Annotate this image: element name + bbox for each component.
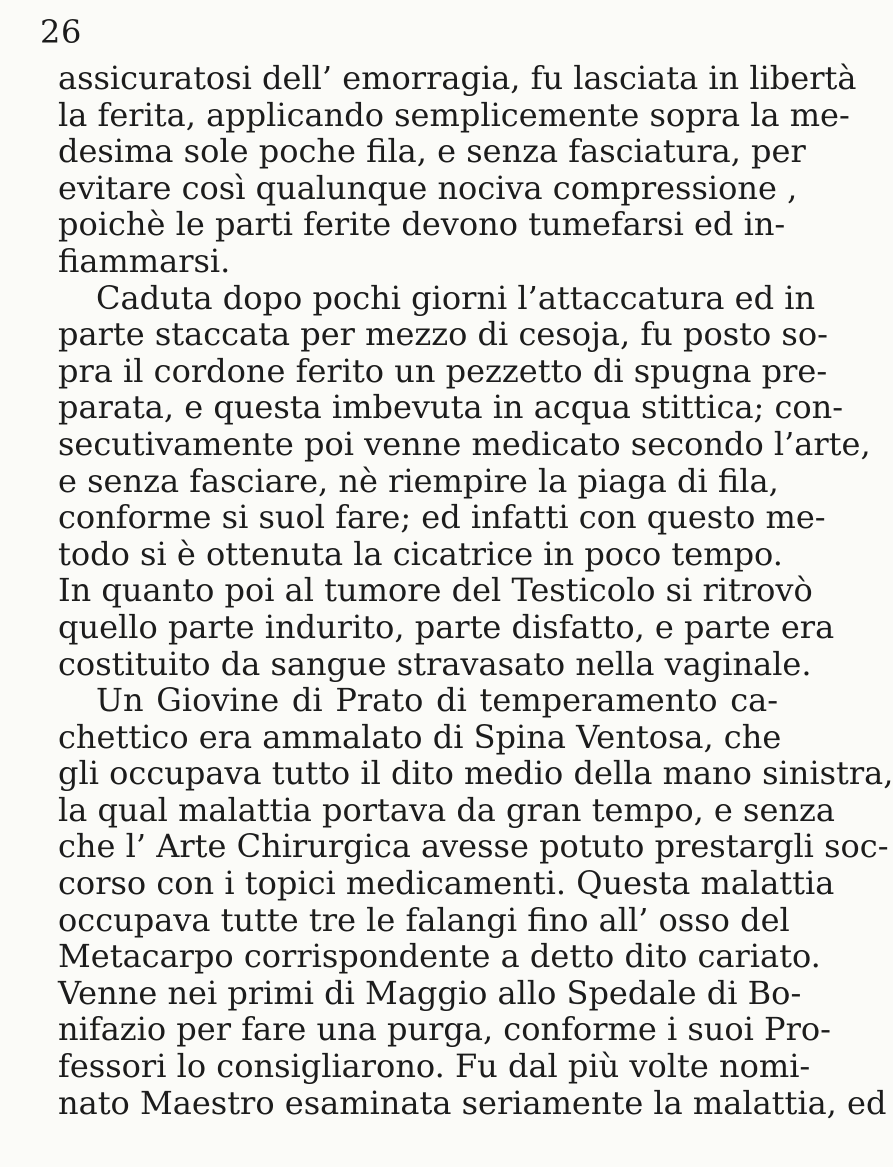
text-line: secutivamente poi venne medicato secondo l’arte, [58, 424, 871, 463]
text-line: la qual malattia portava da gran tempo, e senza [58, 790, 835, 829]
page-number: 26 [40, 13, 82, 51]
text-line: che l’ Arte Chirurgica avesse potuto prestargli soc- [58, 827, 889, 866]
text-line: occupava tutte tre le falangi fino all’ osso del [58, 900, 790, 939]
text-line: costituito da sangue stravasato nella vaginale. [58, 644, 812, 683]
text-line: quello parte indurito, parte disfatto, e parte era [58, 607, 835, 646]
text-line: evitare così qualunque nociva compressione , [58, 168, 798, 207]
text-line: assicuratosi dell’ emorragia, fu lasciata in libertà [58, 59, 857, 97]
text-line: parata, e questa imbevuta in acqua stittica; con- [58, 388, 844, 427]
text-line: fiammarsi. [58, 241, 231, 280]
text-line: Caduta dopo pochi giorni l’attaccatura ed in [96, 278, 816, 317]
text-line: desima sole poche fila, e senza fasciatura, per [58, 132, 806, 171]
text-line: poichè le parti ferite devono tumefarsi ed in- [58, 205, 786, 244]
text-line: e senza fasciare, nè riempire la piaga di fila, [58, 461, 779, 500]
text-line: conforme si suol fare; ed infatti con questo me- [58, 498, 826, 537]
text-line: In quanto poi al tumore del Testicolo si ritrovò [58, 571, 813, 610]
text-line: Metacarpo corrispondente a detto dito cariato. [58, 937, 821, 976]
text-line: todo si è ottenuta la cicatrice in poco tempo. [58, 534, 783, 573]
text-line: la ferita, applicando semplicemente sopra la me- [58, 95, 850, 134]
text-line: pra il cordone ferito un pezzetto di spugna pre- [58, 351, 828, 390]
text-line: parte staccata per mezzo di cesoja, fu posto so- [58, 315, 828, 354]
text-line: Un Giovine di Prato di temperamento ca- [96, 681, 778, 720]
text-line: chettico era ammalato di Spina Ventosa, che [58, 717, 782, 756]
text-line: corso con i topici medicamenti. Questa malattia [58, 864, 835, 903]
text-line: fessori lo consigliarono. Fu dal più volte nomi- [58, 1047, 811, 1086]
text-line: Venne nei primi di Maggio allo Spedale di Bo- [58, 973, 802, 1012]
body-text [58, 59, 893, 1122]
text-line: nato Maestro esaminata seriamente la malattia, ed [58, 1083, 887, 1122]
text-line: nifazio per fare una purga, conforme i suoi Pro- [58, 1010, 831, 1049]
text-line: gli occupava tutto il dito medio della mano sinistra, [58, 754, 893, 793]
